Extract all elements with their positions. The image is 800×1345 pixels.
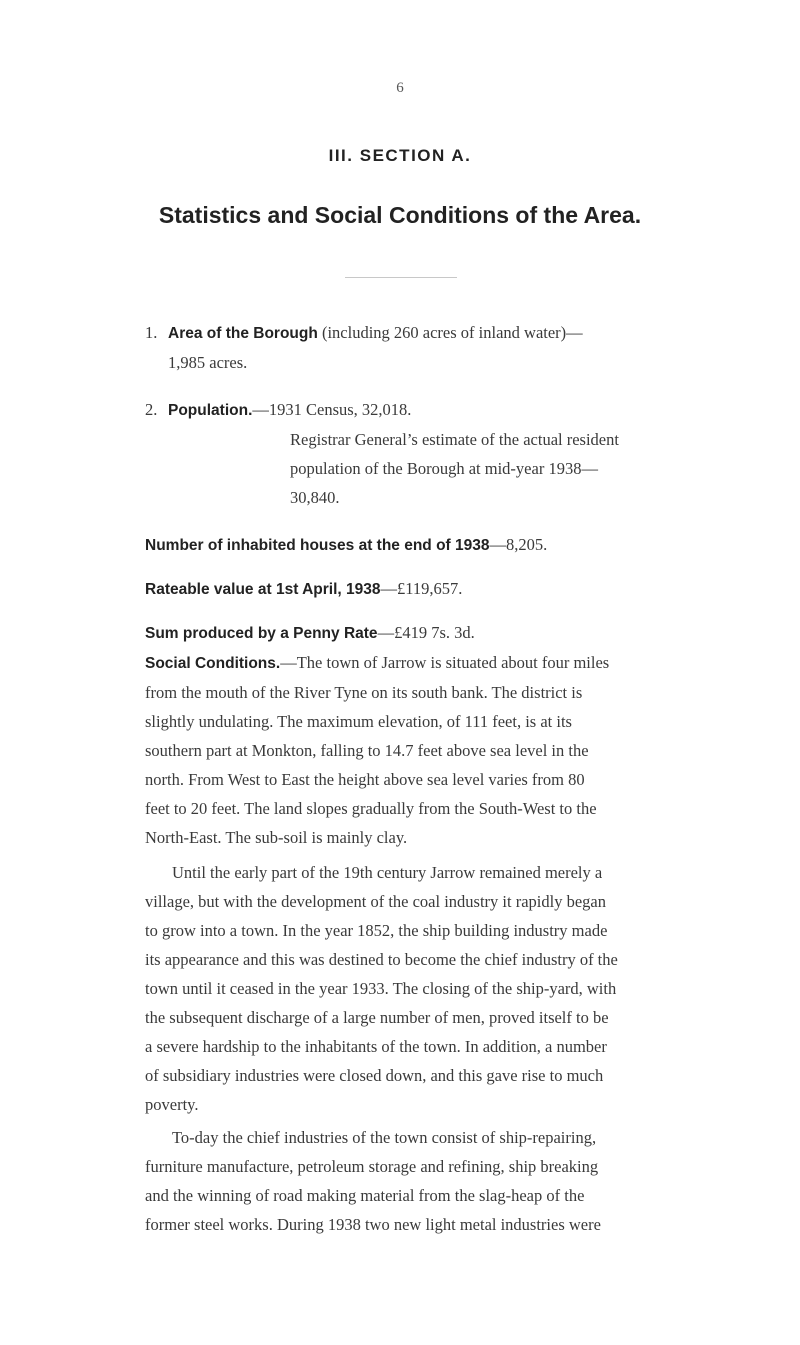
body-text (145, 318, 655, 1239)
houses-statement (145, 530, 655, 560)
houses-label: Number of inhabited houses at the end of 1938 (145, 537, 490, 554)
population-item-number: 2. (145, 400, 158, 419)
population-estimate-line-2: population of the Borough at mid-year 1938— (290, 459, 598, 478)
houses-value: —8,205. (489, 535, 548, 554)
population-label: Population. (168, 402, 253, 419)
page-number: 6 (396, 80, 404, 96)
social-p1-line: Social Conditions.—The town of Jarrow is situated about four miles (145, 653, 610, 672)
history-line: poverty. (145, 1095, 199, 1114)
history-line: to grow into a town. In the year 1852, the ship building industry made (145, 921, 608, 940)
rateable-statement (145, 574, 655, 604)
history-line: a severe hardship to the inhabitants of the town. In addition, a number (145, 1037, 607, 1056)
population-item-body (168, 395, 655, 512)
area-item-number: 1. (145, 323, 158, 342)
industries-line: and the winning of road making material from the slag-heap of the (145, 1186, 585, 1205)
social-p1-line: north. From West to East the height above sea level varies from 80 (145, 770, 585, 789)
history-line: of subsidiary industries were closed down, and this gave rise to much (145, 1066, 604, 1085)
area-label: Area of the Borough (168, 325, 318, 342)
population-line-1 (168, 395, 655, 425)
rateable-value: —£119,657. (380, 579, 463, 598)
area-item (145, 318, 655, 377)
population-census: —1931 Census, 32,018. (252, 400, 412, 419)
social-p1-line: southern part at Monkton, falling to 14.7 feet above sea level in the (145, 741, 589, 760)
population-estimate-line-3: 30,840. (290, 488, 340, 507)
section-heading: III. SECTION A. (328, 146, 472, 165)
industries-line: To-day the chief industries of the town consist of ship-repairing, (172, 1128, 597, 1147)
history-line: village, but with the development of the coal industry it rapidly began (145, 892, 606, 911)
rateable-label: Rateable value at 1st April, 1938 (145, 581, 381, 598)
population-item (145, 395, 655, 512)
industries-line: furniture manufacture, petroleum storage and refining, ship breaking (145, 1157, 599, 1176)
social-p1-line: from the mouth of the River Tyne on its south bank. The district is (145, 683, 583, 702)
page-title: Statistics and Social Conditions of the Area. (158, 202, 642, 228)
history-paragraph (145, 858, 655, 1119)
penny-rate-value: —£419 7s. 3d. (377, 623, 475, 642)
penny-rate-statement (145, 618, 655, 648)
population-estimate-line-1: Registrar General’s estimate of the actual resident (290, 430, 619, 449)
penny-rate-label: Sum produced by a Penny Rate (145, 625, 378, 642)
divider-rule (345, 277, 457, 278)
history-line: its appearance and this was destined to become the chief industry of the (145, 950, 618, 969)
history-line: the subsequent discharge of a large number of men, proved itself to be (145, 1008, 609, 1027)
history-line: town until it ceased in the year 1933. The closing of the ship-yard, with (145, 979, 617, 998)
industries-paragraph (145, 1123, 655, 1239)
area-value: 1,985 acres. (168, 353, 248, 372)
area-text: (including 260 acres of inland water)— (317, 323, 583, 342)
history-line: Until the early part of the 19th century Jarrow remained merely a (172, 863, 603, 882)
social-p1-line: feet to 20 feet. The land slopes gradually from the South-West to the (145, 799, 597, 818)
social-paragraph-1 (145, 648, 655, 852)
industries-line: former steel works. During 1938 two new light metal industries were (145, 1215, 601, 1234)
social-p1-line: slightly undulating. The maximum elevation, of 111 feet, is at its (145, 712, 572, 731)
social-label: Social Conditions. (145, 655, 281, 672)
area-line-1 (168, 318, 655, 348)
social-p1-line: North-East. The sub-soil is mainly clay. (145, 828, 408, 847)
area-item-body (168, 318, 655, 377)
